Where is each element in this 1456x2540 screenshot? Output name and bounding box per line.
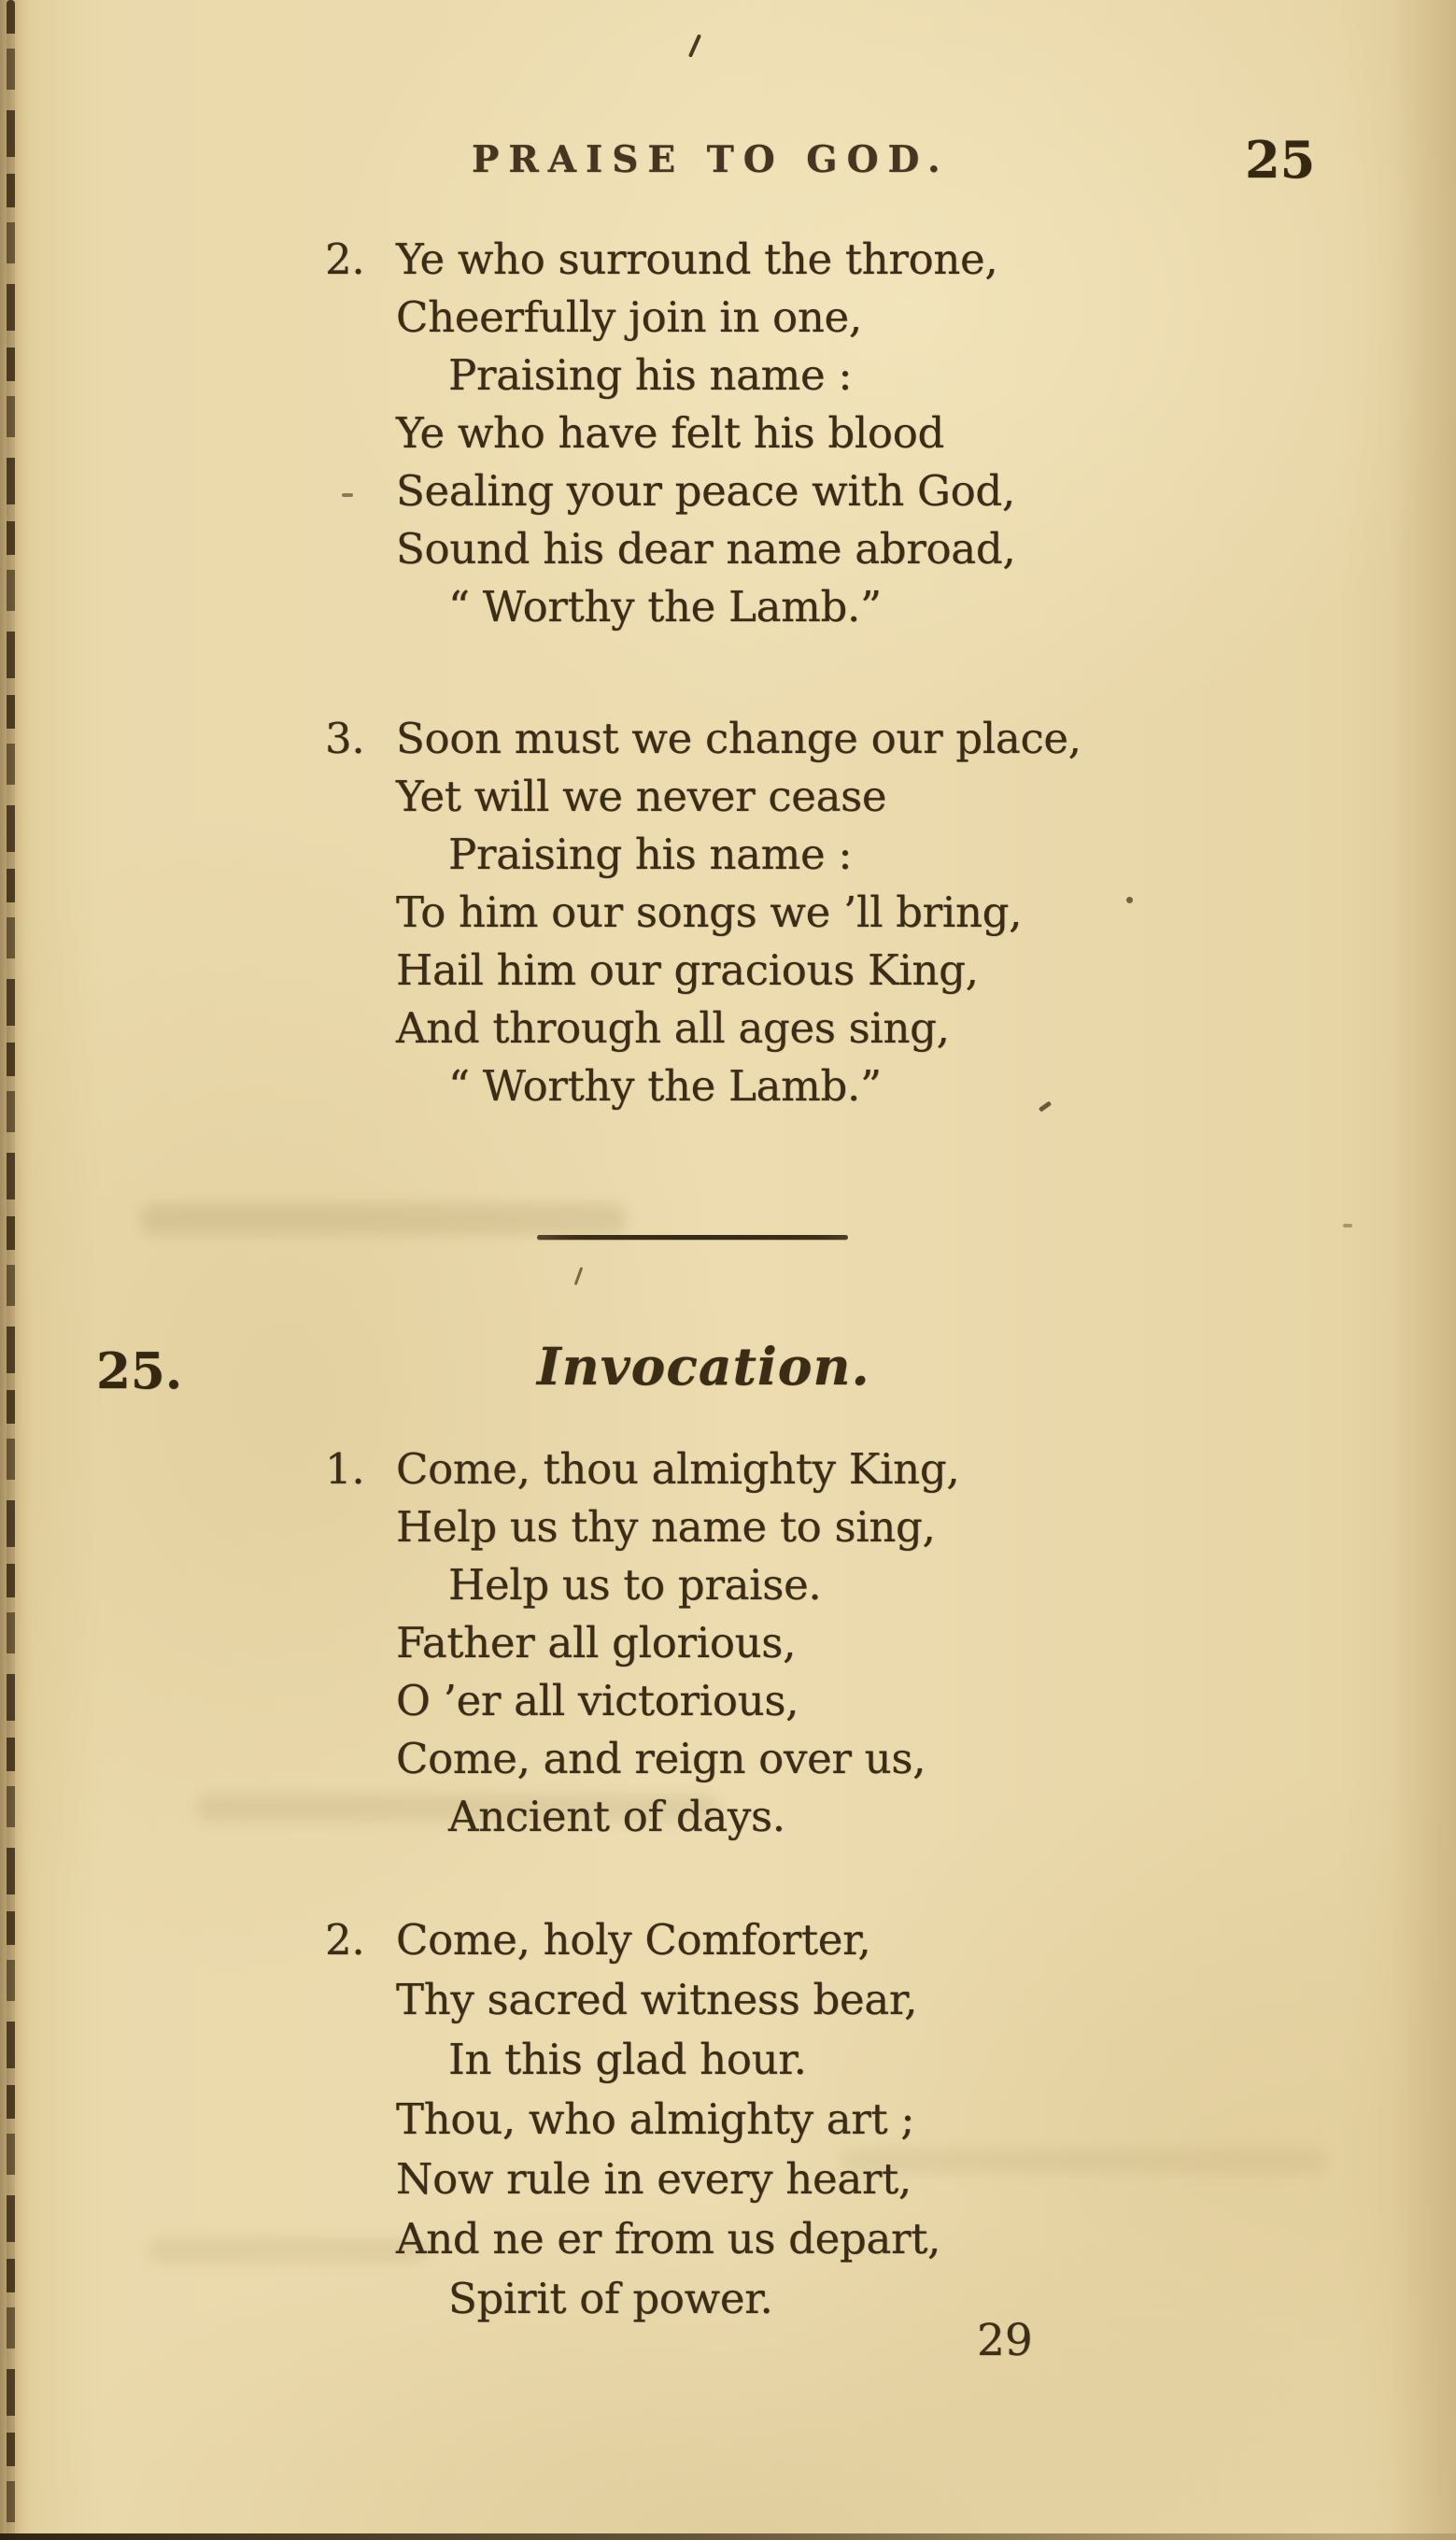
verse-line: Thy sacred witness bear, (396, 1975, 918, 2024)
page-right-shade (1391, 0, 1456, 2540)
show-through-mark (149, 2237, 430, 2263)
verse-line: Cheerfully join in one, (396, 292, 862, 342)
verse-line: Ye who surround the throne, (396, 234, 998, 284)
verse-line: Praising his name : (448, 830, 853, 879)
verse-line: Help us thy name to sing, (396, 1502, 936, 1552)
verse-line: Come, holy Comforter, (396, 1915, 871, 1965)
page-number-bottom: 29 (977, 2315, 1033, 2366)
hymn-verse (325, 1440, 960, 1846)
verse-number: 2. (325, 1915, 365, 1965)
verse-line: Sealing your peace with God, (396, 466, 1015, 516)
hymn-verse (325, 710, 1081, 1115)
verse-line: In this glad hour. (448, 2035, 807, 2084)
binding-stitch-line (7, 0, 15, 2540)
verse-line: Ye who have felt his blood (396, 408, 945, 458)
verse-line: Spirit of power. (448, 2274, 773, 2323)
verse-line: To him our songs we ’ll bring, (396, 887, 1023, 937)
verse-line: “ Worthy the Lamb.” (448, 582, 882, 631)
binding-gutter (0, 0, 32, 2540)
hymn-verse (325, 231, 1016, 636)
ink-speck (688, 34, 701, 57)
show-through-mark (140, 1203, 626, 1235)
verse-number: 3. (325, 714, 365, 763)
section-divider-rule (537, 1235, 848, 1240)
hymn-number: 25. (96, 1342, 183, 1400)
verse-line: Come, and reign over us, (396, 1734, 926, 1783)
verse-line: And through all ages sing, (396, 1003, 950, 1053)
verse-line: Soon must we change our place, (396, 714, 1081, 763)
ink-speck (1343, 1224, 1352, 1227)
verse-line: Father all glorious, (396, 1618, 797, 1667)
verse-line: And ne er from us depart, (396, 2214, 941, 2263)
ink-speck (342, 493, 353, 497)
verse-number: 2. (325, 234, 365, 284)
verse-line: Yet will we never cease (396, 772, 887, 821)
ink-speck (574, 1267, 584, 1285)
running-header-title: PRAISE TO GOD. (472, 138, 950, 181)
hymn-title: Invocation. (537, 1336, 870, 1397)
page-number-top: 25 (1245, 130, 1316, 190)
verse-line: Come, thou almighty King, (396, 1444, 960, 1494)
verse-line: O ’er all victorious, (396, 1676, 799, 1725)
ink-speck (1126, 897, 1133, 903)
verse-line: Praising his name : (448, 350, 853, 400)
verse-line: “ Worthy the Lamb.” (448, 1061, 882, 1111)
page-bottom-edge (0, 2533, 1456, 2540)
verse-line: Thou, who almighty art ; (396, 2094, 915, 2144)
hymn-verse (325, 1910, 941, 2329)
verse-line: Sound his dear name abroad, (396, 524, 1016, 574)
verse-number: 1. (325, 1444, 365, 1494)
verse-line: Hail him our gracious King, (396, 945, 979, 995)
verse-line: Ancient of days. (448, 1792, 785, 1841)
verse-line: Now rule in every heart, (396, 2154, 912, 2204)
verse-line: Help us to praise. (448, 1560, 822, 1610)
